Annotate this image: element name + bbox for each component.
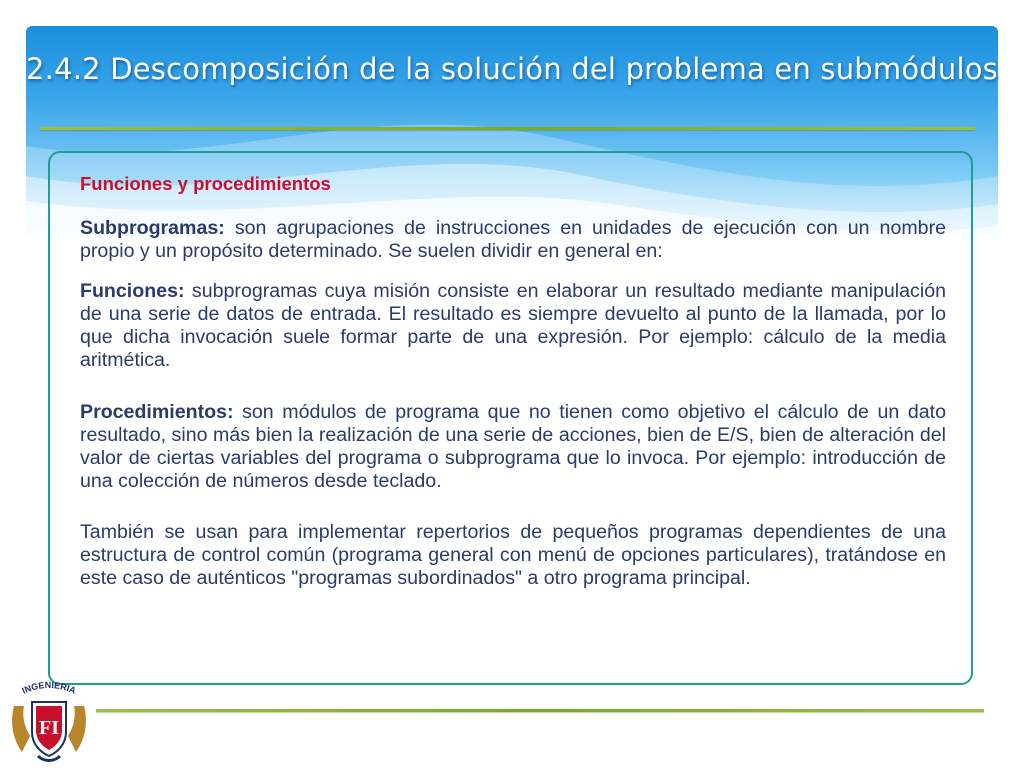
term-subprogramas: Subprogramas: <box>80 217 225 239</box>
paragraph-tambien-text: También se usan para implementar repertorios de pequeños programas dependientes de una estructura de control común (programa general con menú de opciones particulares), tratándose en este caso de auténticos "programas subordinados" a otro programa principal. <box>80 521 946 589</box>
svg-text:FI: FI <box>39 717 59 739</box>
term-funciones: Funciones: <box>80 280 185 302</box>
faculty-logo <box>8 676 90 764</box>
content-body <box>80 172 946 590</box>
term-procedimientos: Procedimientos: <box>80 401 234 423</box>
paragraph-procedimientos <box>80 401 946 493</box>
paragraph-funciones <box>80 280 946 372</box>
definition-procedimientos: son módulos de programa que no tienen como objetivo el cálculo de un dato resultado, sino más bien la realización de una serie de acciones, bien de E/S, bien de alteración del valor de ciertas variables del programa o subprograma que lo invoca. Por ejemplo: introducción de una colección de números desde teclado. <box>80 401 946 492</box>
svg-text:INGENIERIA <box>20 680 78 696</box>
footer-rule <box>96 709 984 712</box>
title-underline <box>40 127 975 130</box>
paragraph-tambien <box>80 521 946 590</box>
slide-title: 2.4.2 Descomposición de la solución del problema en submódulos <box>26 52 998 86</box>
paragraph-subprogramas <box>80 217 946 263</box>
logo-arc-text: INGENIERIA <box>20 679 78 696</box>
definition-subprogramas: son agrupaciones de instrucciones en unidades de ejecución con un nombre propio y un propósito determinado. Se suelen dividir en general en: <box>80 217 946 262</box>
section-heading: Funciones y procedimientos <box>80 173 331 194</box>
definition-funciones: subprogramas cuya misión consiste en elaborar un resultado mediante manipulación de una serie de datos de entrada. El resultado es siempre devuelto al punto de la llamada, por lo que dicha invocación suele formar parte de una expresión. Por ejemplo: cálculo de la media aritmética. <box>80 280 946 371</box>
